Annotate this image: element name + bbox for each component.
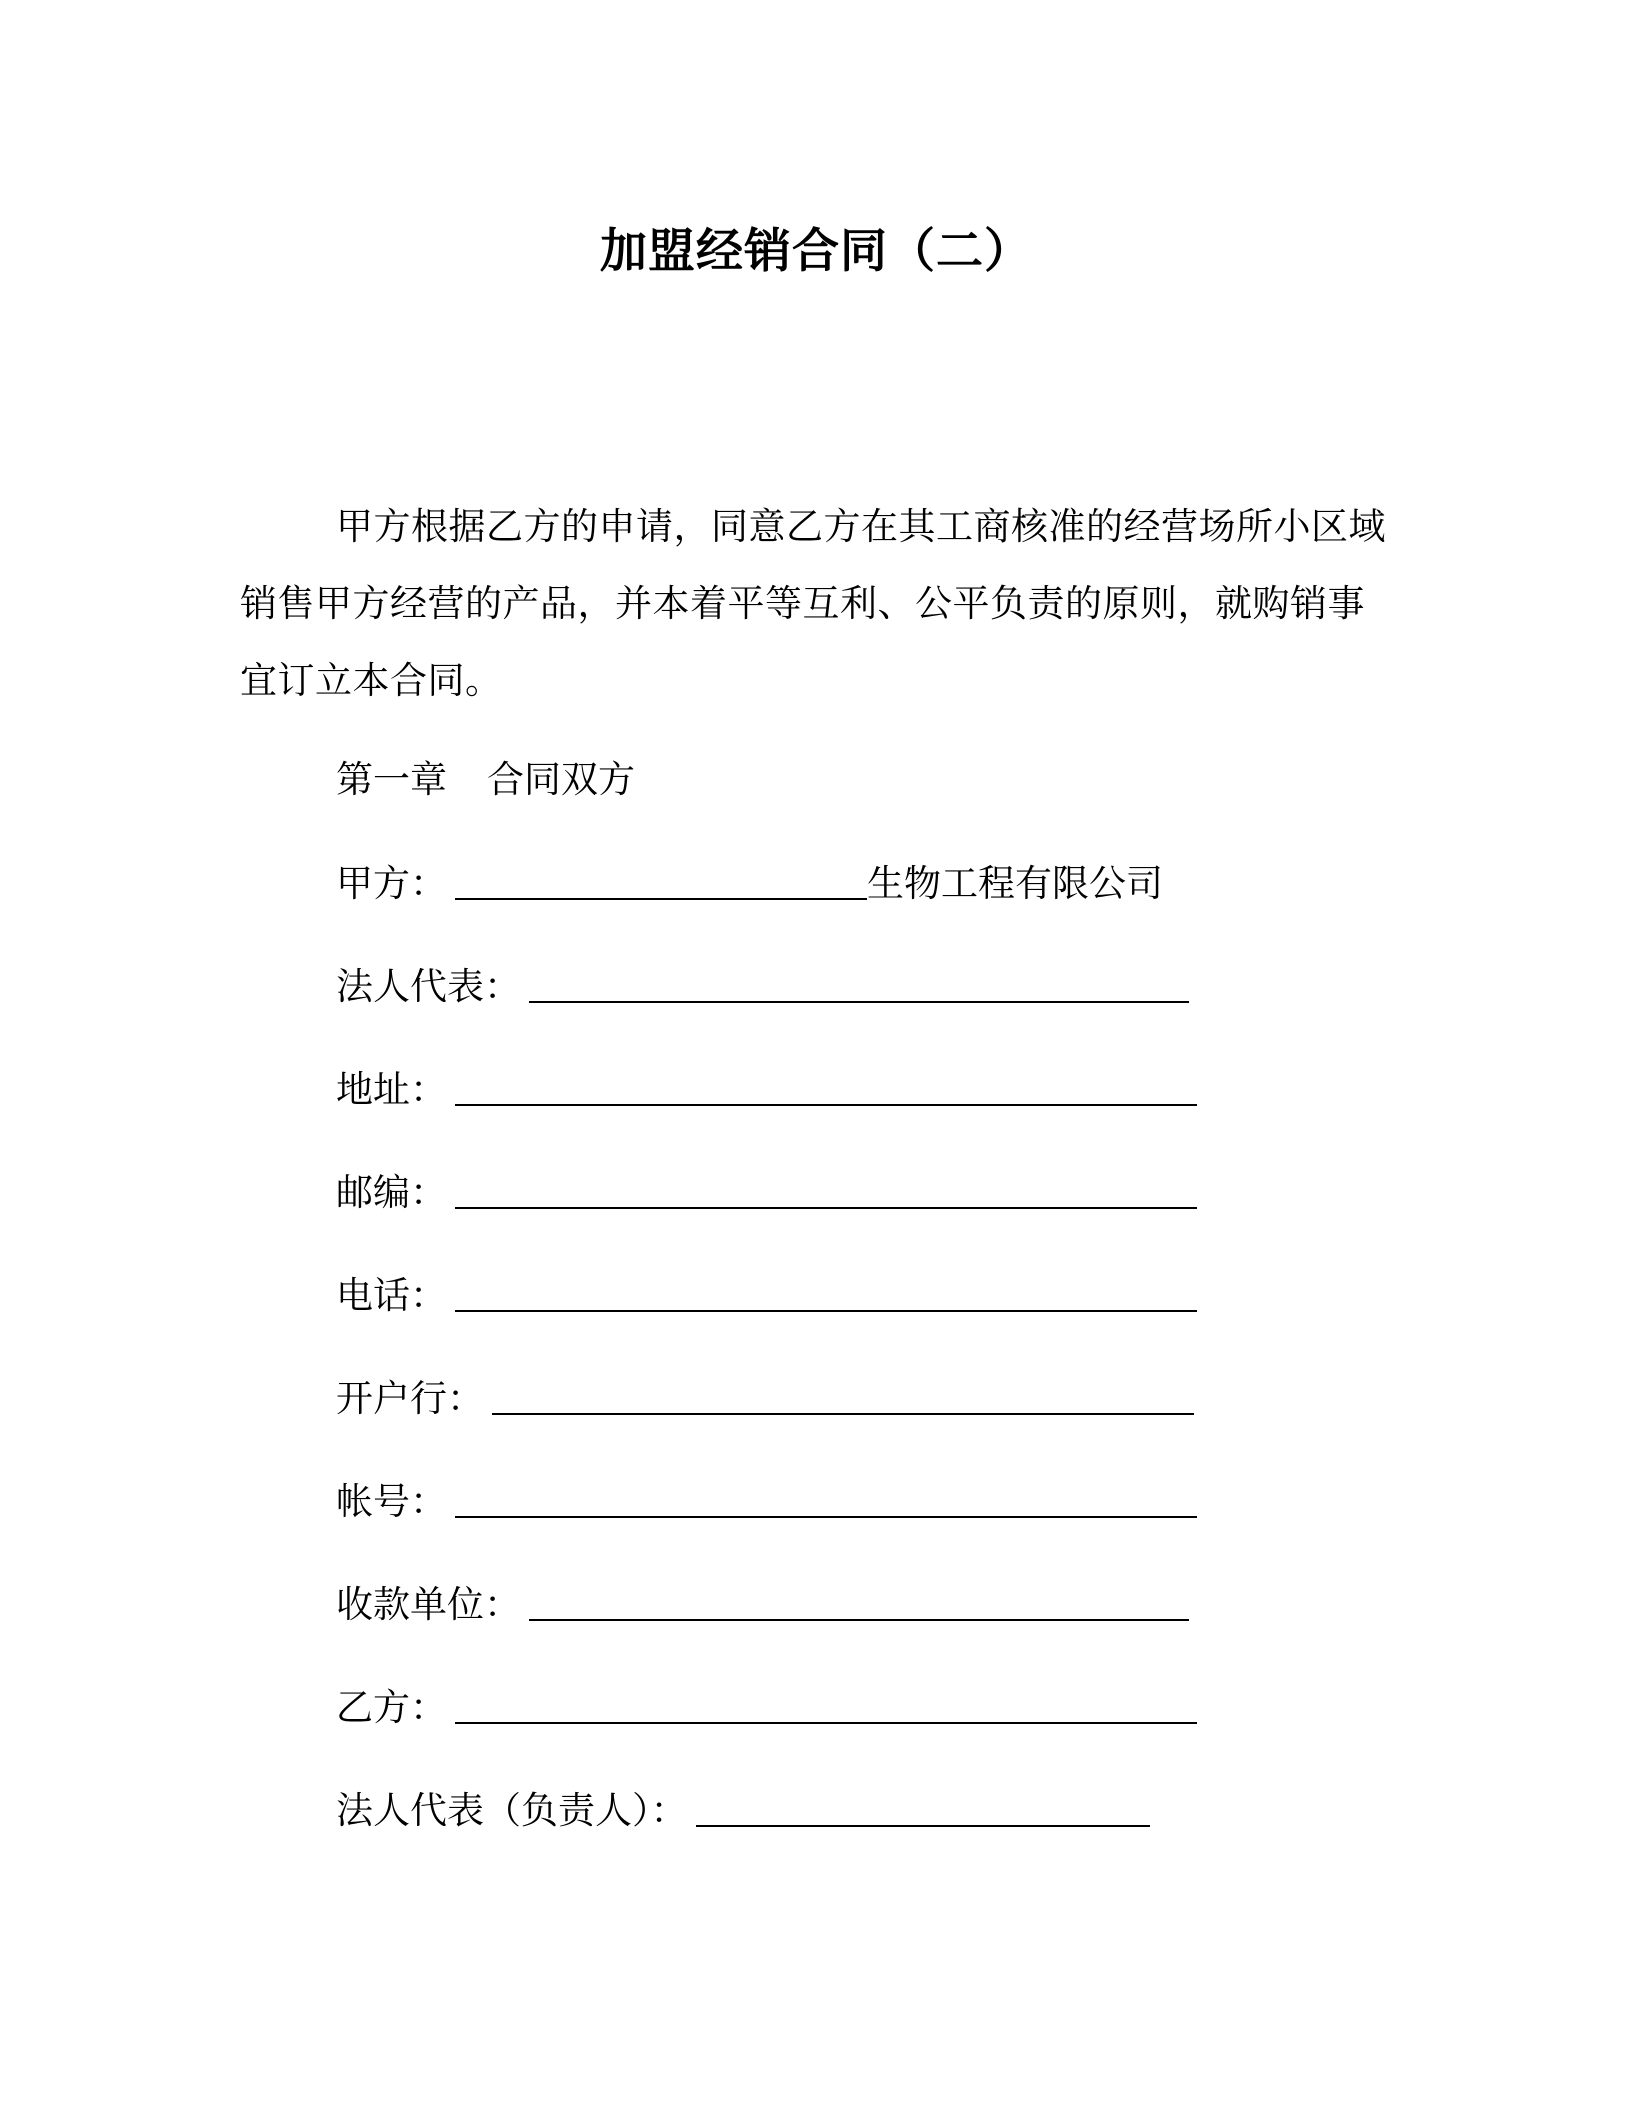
- party-b-field: [336, 1680, 1197, 1736]
- address-field: [336, 1062, 1197, 1118]
- payee-blank[interactable]: [529, 1579, 1189, 1621]
- bank-label: 开户行：: [336, 1377, 484, 1420]
- party-b-label: 乙方：: [336, 1686, 447, 1729]
- chapter-number: 第一章: [336, 758, 447, 801]
- account-label: 帐号：: [336, 1480, 447, 1523]
- postcode-label: 邮编：: [336, 1171, 447, 1214]
- payee-label: 收款单位：: [336, 1583, 521, 1626]
- phone-blank[interactable]: [455, 1270, 1197, 1312]
- phone-label: 电话：: [336, 1274, 447, 1317]
- party-a-blank[interactable]: [455, 858, 867, 900]
- party-b-rep-label: 法人代表（负责人）：: [336, 1789, 688, 1832]
- postcode-field: [336, 1165, 1197, 1221]
- phone-field: [336, 1268, 1197, 1324]
- party-a-suffix: 生物工程有限公司: [867, 862, 1163, 905]
- address-blank[interactable]: [455, 1064, 1197, 1106]
- payee-field: [336, 1577, 1189, 1633]
- legal-rep-label: 法人代表：: [336, 965, 521, 1008]
- legal-rep-blank[interactable]: [529, 961, 1189, 1003]
- chapter-name: 合同双方: [487, 758, 635, 801]
- account-field: [336, 1474, 1197, 1530]
- party-b-blank[interactable]: [455, 1682, 1197, 1724]
- party-a-label: 甲方：: [336, 862, 447, 905]
- bank-blank[interactable]: [492, 1373, 1194, 1415]
- legal-rep-field: [336, 959, 1189, 1015]
- account-blank[interactable]: [455, 1476, 1197, 1518]
- document-title: 加盟经销合同（二）: [600, 224, 1032, 279]
- party-b-rep-field: [336, 1783, 1150, 1839]
- address-label: 地址：: [336, 1068, 447, 1111]
- chapter-heading: [336, 752, 635, 808]
- party-b-rep-blank[interactable]: [696, 1785, 1150, 1827]
- postcode-blank[interactable]: [455, 1167, 1197, 1209]
- party-a-field: [336, 856, 1163, 912]
- intro-paragraph: 甲方根据乙方的申请，同意乙方在其工商核准的经营场所小区域销售甲方经营的产品，并本着平等互利、公平负责的原则，就购销事宜订立本合同。: [240, 505, 1386, 702]
- bank-field: [336, 1371, 1194, 1427]
